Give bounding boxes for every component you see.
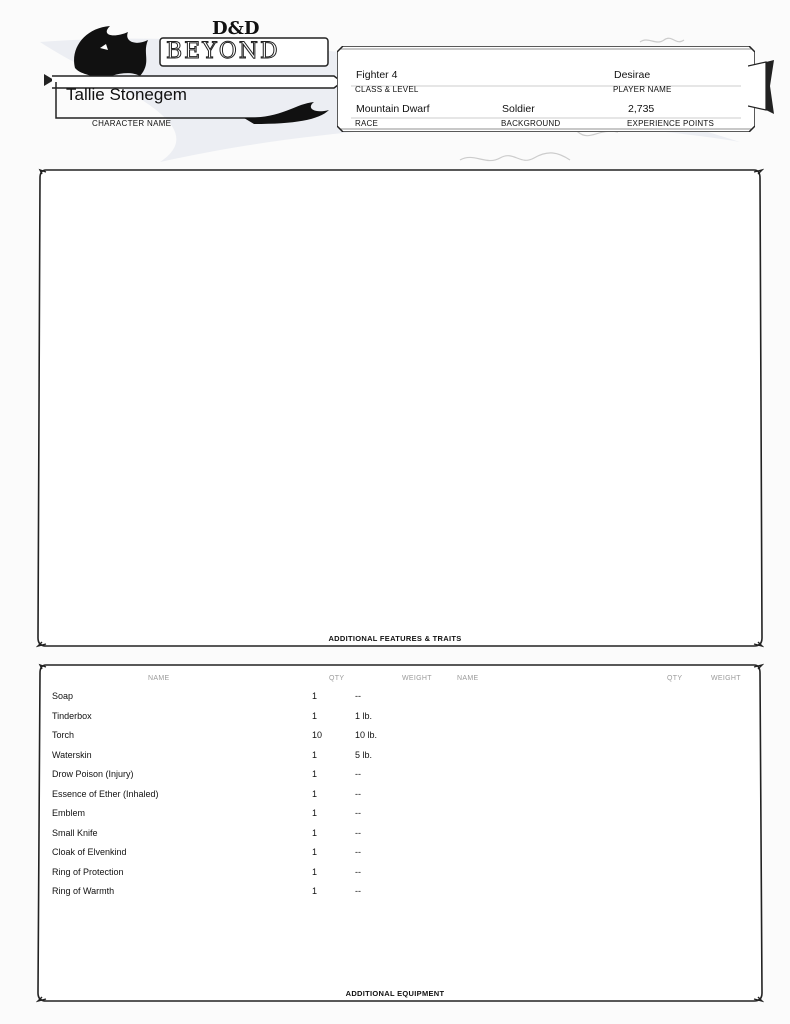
race-value[interactable]: Mountain Dwarf xyxy=(356,103,430,115)
equipment-row[interactable] xyxy=(0,711,790,730)
equipment-item-name: Ring of Protection xyxy=(52,866,124,877)
equipment-item-weight: -- xyxy=(355,847,361,857)
equipment-item-qty: 1 xyxy=(312,847,318,857)
equipment-row[interactable] xyxy=(0,886,790,905)
class-level-value[interactable]: Fighter 4 xyxy=(356,69,398,81)
character-name-label: CHARACTER NAME xyxy=(92,119,172,128)
equipment-row[interactable] xyxy=(0,769,790,788)
background-value[interactable]: Soldier xyxy=(502,103,535,115)
equipment-item-qty: 1 xyxy=(312,788,318,799)
equipment-item-name: Waterskin xyxy=(52,749,92,760)
equipment-header-weight: WEIGHT xyxy=(402,675,432,682)
background-label: BACKGROUND xyxy=(501,119,561,128)
equipment-row[interactable] xyxy=(0,691,790,710)
experience-points-label: EXPERIENCE POINTS xyxy=(627,119,714,128)
equipment-item-weight: -- xyxy=(355,827,361,838)
equipment-header-weight-right: WEIGHT xyxy=(711,675,741,682)
equipment-item-weight: -- xyxy=(355,788,361,799)
equipment-item-weight: -- xyxy=(355,886,361,896)
equipment-item-weight: 1 lb. xyxy=(355,710,373,721)
equipment-item-weight: -- xyxy=(355,769,361,779)
player-name-value[interactable]: Desirae xyxy=(614,69,651,81)
equipment-item-name: Cloak of Elvenkind xyxy=(52,847,127,857)
equipment-header-qty: QTY xyxy=(329,675,345,682)
equipment-header-name: NAME xyxy=(148,675,170,682)
equipment-item-name: Emblem xyxy=(52,808,86,818)
equipment-row[interactable] xyxy=(0,808,790,827)
class-level-label: CLASS & LEVEL xyxy=(355,85,419,94)
info-box-ribbon xyxy=(748,60,774,116)
equipment-row[interactable] xyxy=(0,789,790,808)
experience-points-value[interactable]: 2,735 xyxy=(628,103,655,115)
equipment-row[interactable] xyxy=(0,867,790,886)
character-name[interactable]: Tallie Stonegem xyxy=(66,85,187,104)
equipment-row[interactable] xyxy=(0,750,790,769)
equipment-row[interactable] xyxy=(0,730,790,749)
equipment-item-name: Torch xyxy=(52,730,75,740)
equipment-header-qty-right: QTY xyxy=(667,675,683,682)
features-traits-box[interactable] xyxy=(36,168,764,648)
equipment-row[interactable] xyxy=(0,828,790,847)
equipment-item-qty: 1 xyxy=(312,710,318,721)
equipment-item-weight: -- xyxy=(355,808,361,818)
equipment-item-name: Soap xyxy=(52,691,74,701)
features-traits-title: ADDITIONAL FEATURES & TRAITS xyxy=(328,634,462,643)
equipment-item-qty: 10 xyxy=(312,730,323,740)
player-name-label: PLAYER NAME xyxy=(613,85,672,94)
equipment-item-name: Essence of Ether (Inhaled) xyxy=(52,788,159,799)
equipment-item-qty: 1 xyxy=(312,827,318,838)
equipment-item-weight: -- xyxy=(355,691,361,701)
equipment-item-qty: 1 xyxy=(312,749,318,760)
equipment-item-weight: 5 lb. xyxy=(355,749,373,760)
logo-dnd-text: D&D xyxy=(212,18,260,39)
equipment-item-name: Tinderbox xyxy=(52,710,92,721)
equipment-item-qty: 1 xyxy=(312,866,318,877)
equipment-item-weight: -- xyxy=(355,866,361,877)
equipment-row[interactable] xyxy=(0,847,790,866)
equipment-item-qty: 1 xyxy=(312,886,318,896)
equipment-item-name: Drow Poison (Injury) xyxy=(52,769,134,779)
equipment-item-qty: 1 xyxy=(312,691,318,701)
equipment-item-qty: 1 xyxy=(312,808,318,818)
equipment-item-qty: 1 xyxy=(312,769,318,779)
equipment-item-weight: 10 lb. xyxy=(355,730,378,740)
race-label: RACE xyxy=(355,119,379,128)
equipment-header-name-right: NAME xyxy=(457,675,479,682)
additional-equipment-title: ADDITIONAL EQUIPMENT xyxy=(345,989,445,998)
equipment-item-name: Ring of Warmth xyxy=(52,886,115,896)
equipment-item-name: Small Knife xyxy=(52,827,98,838)
logo-beyond-text: BEYOND xyxy=(166,39,280,64)
